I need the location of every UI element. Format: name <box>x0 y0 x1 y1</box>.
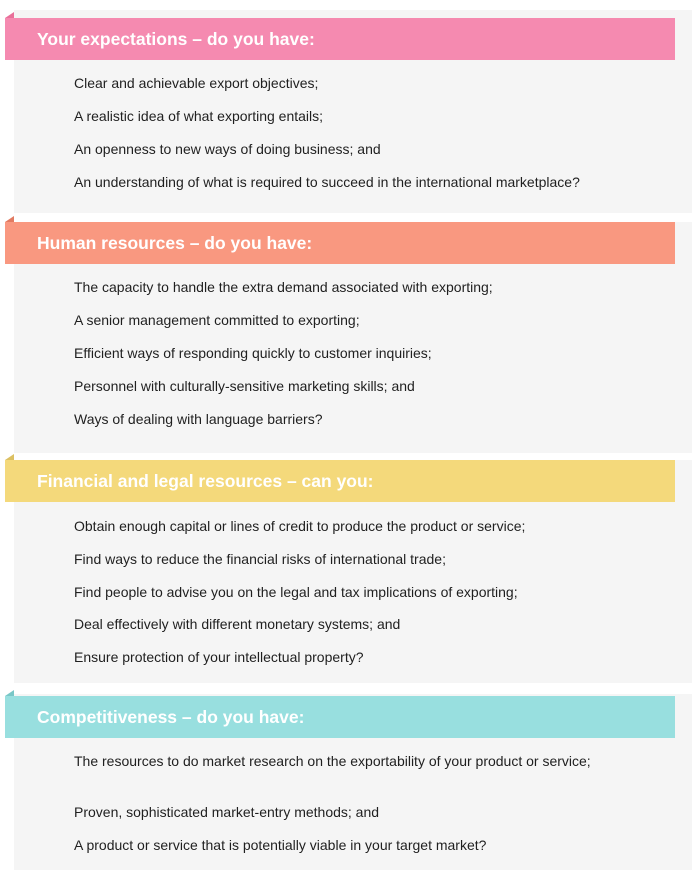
list-item: The capacity to handle the extra demand associated with exporting; <box>74 279 493 295</box>
list-item: Personnel with culturally-sensitive marketing skills; and <box>74 378 415 394</box>
list-item: Find ways to reduce the financial risks of international trade; <box>74 551 446 567</box>
list-item: Efficient ways of responding quickly to customer inquiries; <box>74 345 432 361</box>
section-header-expectations: Your expectations – do you have: <box>5 18 675 60</box>
list-item: A senior management committed to exporting; <box>74 312 360 328</box>
list-item: Clear and achievable export objectives; <box>74 75 319 91</box>
section-header-human-resources: Human resources – do you have: <box>5 222 675 264</box>
list-item: Ways of dealing with language barriers? <box>74 411 323 427</box>
list-item: Proven, sophisticated market-entry methods; and <box>74 804 380 820</box>
list-item: Obtain enough capital or lines of credit to produce the product or service; <box>74 518 526 534</box>
list-item: A realistic idea of what exporting entails; <box>74 108 324 124</box>
list-item: A product or service that is potentially viable in your target market? <box>74 837 487 853</box>
list-item: An openness to new ways of doing business; and <box>74 141 381 157</box>
list-item: Deal effectively with different monetary systems; and <box>74 616 401 632</box>
list-item: Find people to advise you on the legal and tax implications of exporting; <box>74 584 518 600</box>
section-header-competitiveness: Competitiveness – do you have: <box>5 696 675 738</box>
section-header-financial-legal: Financial and legal resources – can you: <box>5 460 675 502</box>
list-item: An understanding of what is required to succeed in the international marketplace? <box>74 174 580 190</box>
list-item: The resources to do market research on the exportability of your product or service; <box>74 753 591 769</box>
list-item: Ensure protection of your intellectual property? <box>74 649 364 665</box>
